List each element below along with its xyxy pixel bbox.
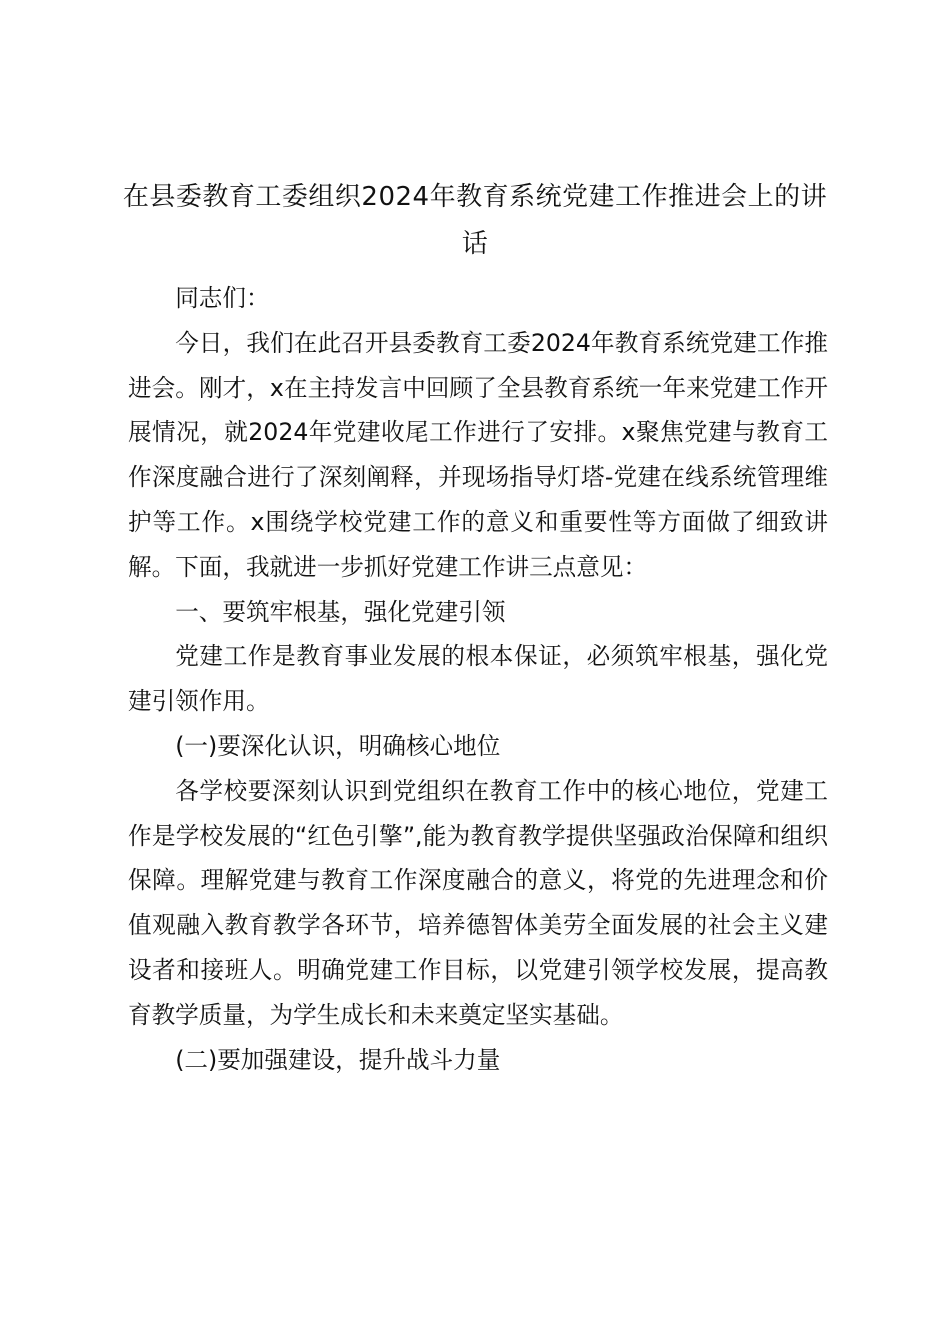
document-title: 在县委教育工委组织2024年教育系统党建工作推进会上的讲话	[122, 182, 828, 259]
intro-paragraph: 今日，我们在此召开县委教育工委2024年教育系统党建工作推进会。刚才，x在主持发言中回顾了全县教育系统一年来党建工作开展情况，就2024年党建收尾工作进行了安排。x聚焦党建与教育工作深度融合进行了深刻阐释，并现场指导灯塔-党建在线系统管理维护等工作。x围绕学校党建工作的意义和重要性等方面做了细致讲解。下面，我就进一步抓好党建工作讲三点意见：	[128, 328, 828, 581]
subsection-heading-2: (二)要加强建设，提升战斗力量	[175, 1045, 501, 1074]
document-body	[128, 276, 828, 1082]
section-1-paragraph: 党建工作是教育事业发展的根本保证，必须筑牢根基，强化党建引领作用。	[128, 642, 828, 716]
salutation: 同志们：	[175, 284, 270, 312]
section-heading-1: 一、要筑牢根基，强化党建引领	[175, 597, 506, 626]
subsection-1-paragraph: 各学校要深刻认识到党组织在教育工作中的核心地位，党建工作是学校发展的“红色引擎”,能为教育教学提供坚强政治保障和组织保障。理解党建与教育工作深度融合的意义，将党的先进理念和价值观融入教育教学各环节，培养德智体美劳全面发展的社会主义建设者和接班人。明确党建工作目标，以党建引领学校发展，提高教育教学质量，为学生成长和未来奠定坚实基础。	[128, 776, 828, 1029]
subsection-heading-1: (一)要深化认识，明确核心地位	[175, 731, 501, 760]
